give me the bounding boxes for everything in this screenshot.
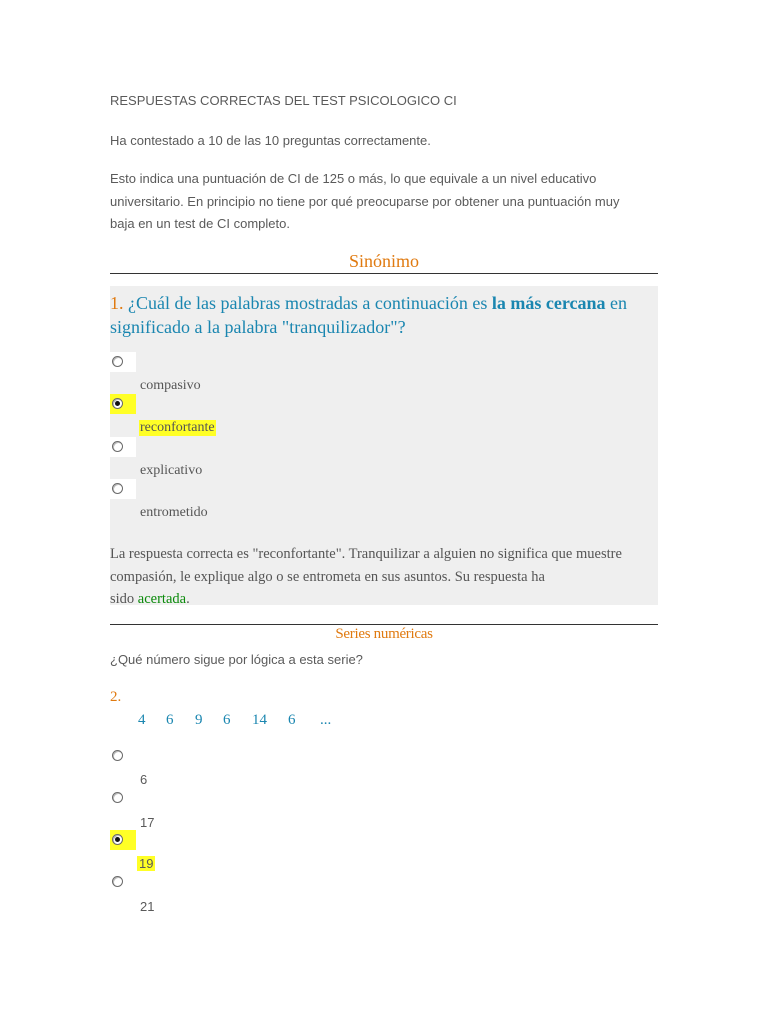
series-ellipsis: ...: [320, 712, 332, 728]
section-divider: [110, 273, 658, 274]
result-correct-label: acertada: [137, 591, 187, 607]
option-reconfortante-label: reconfortante: [140, 420, 215, 435]
question-1-line: [110, 291, 658, 315]
radio-checked-icon: [112, 834, 123, 845]
question-2-prompt: ¿Qué número sigue por lógica a esta serie?: [110, 652, 363, 667]
series-number: 6: [223, 712, 231, 728]
option-17-label: 17: [140, 815, 155, 830]
option-entrometido-label: entrometido: [140, 505, 208, 520]
radio-unchecked-icon: [112, 483, 123, 494]
question-emphasis: la más cercana: [491, 293, 606, 313]
series-number: 6: [288, 712, 296, 728]
option-19-label: 19: [139, 856, 154, 871]
radio-unchecked-icon: [112, 441, 123, 452]
option-explicativo-label: explicativo: [140, 463, 203, 478]
option-compasivo-radio[interactable]: [110, 352, 136, 372]
option-21-label: 21: [140, 899, 155, 914]
option-entrometido-radio[interactable]: [110, 479, 136, 499]
question-text: en: [605, 293, 628, 313]
score-description-line: universitario. En principio no tiene por qué preocuparse por obtener una puntuación muy: [110, 193, 620, 209]
question-number: 2.: [110, 689, 122, 705]
option-21-radio[interactable]: [110, 872, 136, 892]
page-title: RESPUESTAS CORRECTAS DEL TEST PSICOLOGICO CI: [110, 93, 457, 108]
explanation-line: compasión, le explique algo o se entrometa en sus asuntos. Su respuesta ha: [110, 568, 545, 585]
question-1-text: [110, 291, 658, 339]
section-title-number-series: Series numéricas: [335, 626, 433, 642]
radio-unchecked-icon: [112, 876, 123, 887]
option-6-label: 6: [140, 772, 148, 787]
question-1-explanation: [110, 543, 660, 611]
radio-unchecked-icon: [112, 792, 123, 803]
explanation-suffix: .: [186, 591, 190, 607]
series-number: 9: [195, 712, 203, 728]
question-number: 1.: [110, 293, 124, 313]
radio-unchecked-icon: [112, 356, 123, 367]
score-description: [110, 168, 658, 236]
score-description-line: Esto indica una puntuación de CI de 125 o más, lo que equivale a un nivel educativo: [110, 171, 597, 186]
explanation-prefix: sido: [110, 591, 138, 607]
score-line: Ha contestado a 10 de las 10 preguntas correctamente.: [110, 133, 431, 148]
option-compasivo-label: compasivo: [140, 378, 201, 393]
explanation-line: [110, 588, 660, 611]
option-explicativo-radio[interactable]: [110, 437, 136, 457]
option-6-radio[interactable]: [110, 746, 136, 766]
option-19-radio[interactable]: [110, 830, 136, 850]
explanation-line: La respuesta correcta es "reconfortante". Tranquilizar a alguien no significa que muestre: [110, 546, 622, 562]
question-1-line: significado a la palabra "tranquilizador"?: [110, 317, 406, 337]
radio-unchecked-icon: [112, 750, 123, 761]
option-reconfortante-radio[interactable]: [110, 394, 136, 414]
question-text: ¿Cuál de las palabras mostradas a continuación es: [123, 293, 492, 313]
score-description-line: baja en un test de CI completo.: [110, 216, 290, 231]
section-divider: [110, 624, 658, 625]
series-number: 14: [252, 712, 267, 728]
radio-checked-icon: [112, 398, 123, 409]
series-number: 6: [166, 712, 174, 728]
option-17-radio[interactable]: [110, 788, 136, 808]
section-title-synonym: Sinónimo: [348, 251, 419, 271]
series-number: 4: [138, 712, 146, 728]
